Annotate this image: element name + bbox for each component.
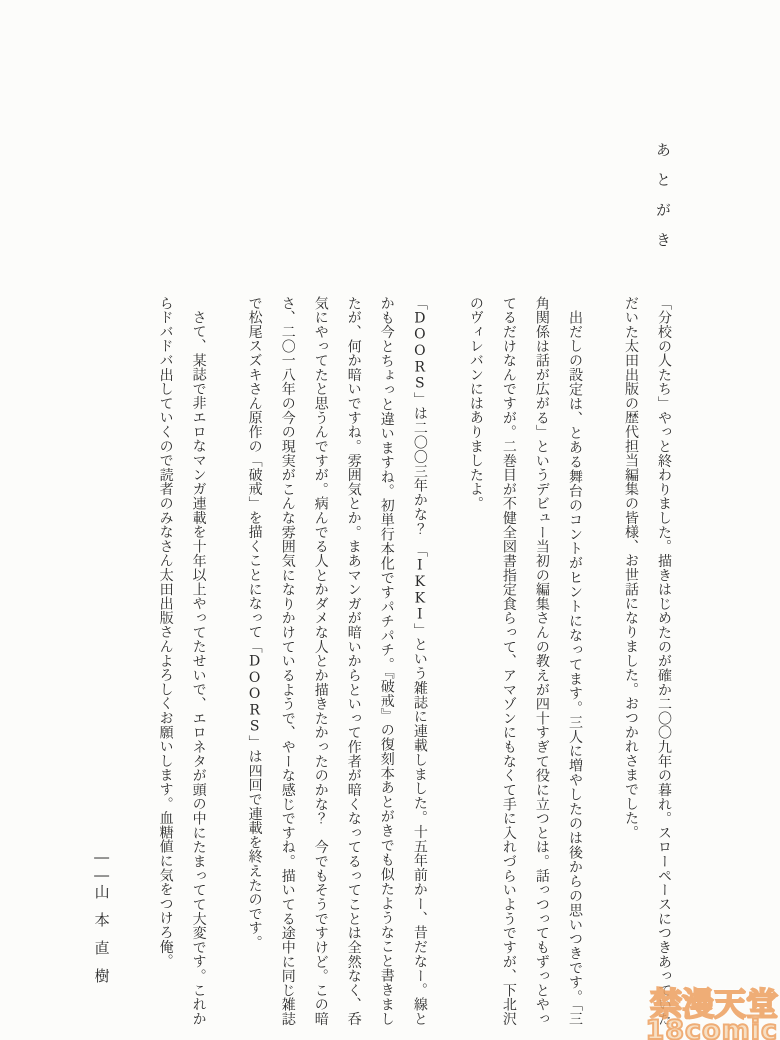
- paragraph-1: 「分校の人たち」やっと終わりました。描きはじめたのが確か二〇〇九年の暮れ。スローペースにつきあっていただいた太田出版の歴代担当編集の皆様、お世話になりました。おつかれさまでした。: [622, 296, 672, 1026]
- signature-name: 山本直樹: [92, 884, 111, 996]
- author-signature: [83, 296, 118, 1026]
- watermark-site-logo: 18comic: [645, 1015, 778, 1040]
- paragraph-2: 出だしの設定は、とある舞台のコントがヒントになってます。三人に増やしたのは後からの思いつきです。「三角関係は話が広がる」というデビュー当初の編集さんの教えが四十すぎて役に立つとは。話っつってもずっとやってるだけなんですが。二巻目が不健全図書指定食らって、アマゾンにもなくて手に入れづらいようですが、下北沢のヴィレバンにはありましたよ。: [467, 296, 583, 1026]
- signature-dash: ――: [92, 848, 111, 884]
- paragraph-4: さて、某誌で非エロなマンガ連載を十年以上やってたせいで、エロネタが頭の中にたまってて大変です。これからドバドバ出していくので読者のみなさん太田出版さんよろしくお願いします。血糖値に気をつけろ俺。: [157, 296, 207, 1026]
- page-title: あとがき: [654, 142, 672, 262]
- paragraph-3: 「DOORS」は二〇〇三年かな？ 「IKKI」という雑誌に連載しました。十五年前かー、昔だなー。線とかも今とちょっと違いますね。初単行本化ですパチパチ。『破戒』の復刻本あとがきでも似たようなこと書きましたが、何か暗いですね。雰囲気とか。まあマンガが暗いからといって作者が暗くなってるってことは全然なく、呑気にやってたと思うんですが。病んでる人とかダメな人とか描きたかったのかな？ 今でもそうですけど。この暗さ、二〇一八年の今の現実がこんな雰囲気になりかけているようで、やーな感じですね。描いてる途中に同じ雑誌で松尾スズキさん原作の「破戒」を描くことになって「DOORS」は四回で連載を終えたのです。: [246, 296, 428, 1026]
- watermark-site-name: 禁漫天堂: [649, 984, 778, 1023]
- afterword-body: [83, 296, 680, 1026]
